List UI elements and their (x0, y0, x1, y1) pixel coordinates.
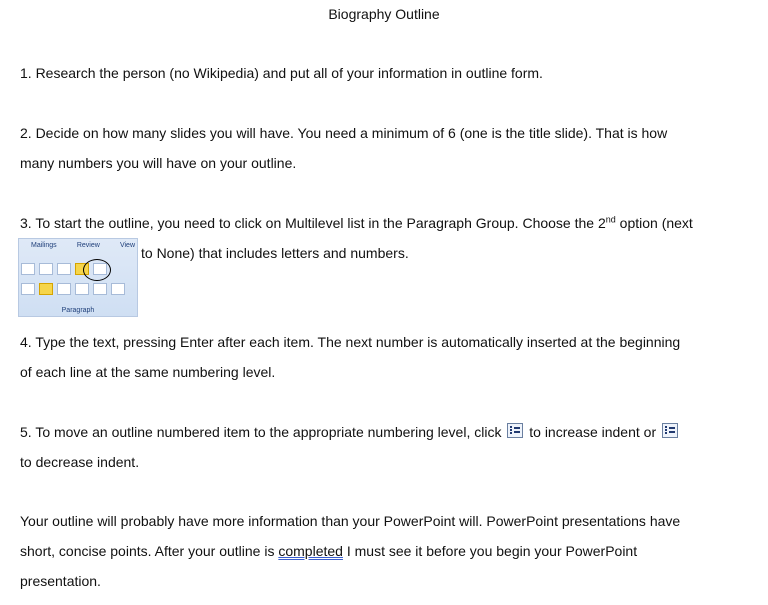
closing-line-1: Your outline will probably have more information than your PowerPoint will. PowerPoint presentations have (20, 513, 681, 529)
numbering-icon (57, 263, 71, 275)
ribbon-screenshot (18, 238, 138, 317)
text: 3. To start the outline, you need to click on Multilevel list in the Paragraph Group. Choose the 2 (20, 215, 606, 231)
spellcheck-underlined-word: completed (278, 543, 343, 559)
text: 5. To move an outline numbered item to the appropriate numbering level, click (20, 424, 502, 440)
text: to increase indent or (525, 424, 657, 440)
item-1: 1. Research the person (no Wikipedia) and put all of your information in outline form. (20, 65, 543, 81)
item-4-line-1: 4. Type the text, pressing Enter after each item. The next number is automatically inserted at the beginning (20, 334, 681, 350)
align-center-icon (57, 283, 71, 295)
ribbon-group-label: Paragraph (61, 307, 95, 314)
closing-line-2 (20, 542, 637, 560)
ribbon-tab-view: View (119, 242, 135, 249)
closing-line-3: presentation. (20, 573, 101, 589)
ribbon-tab-mailings: Mailings (31, 242, 57, 249)
bullets-icon (39, 263, 53, 275)
item-2-line-2: many numbers you will have on your outline. (20, 155, 297, 171)
item-3-line-1 (20, 214, 693, 232)
superscript: nd (605, 214, 616, 225)
clear-format-icon (21, 263, 35, 275)
justify-icon (93, 283, 107, 295)
text: option (next (615, 215, 693, 231)
align-right-icon (75, 283, 89, 295)
increase-indent-icon (507, 423, 523, 438)
item-4-line-2: of each line at the same numbering level. (20, 364, 276, 380)
item-5-line-2: to decrease indent. (20, 454, 140, 470)
item-3-line-2: to None) that includes letters and numbers. (141, 245, 409, 261)
ribbon-tab-review: Review (76, 242, 100, 249)
font-color-icon (21, 283, 35, 295)
highlight-circle (83, 259, 111, 281)
text: short, concise points. After your outline is (20, 543, 279, 559)
decrease-indent-icon (662, 423, 678, 438)
text: I must see it before you begin your PowerPoint (342, 543, 638, 559)
item-2-line-1: 2. Decide on how many slides you will have. You need a minimum of 6 (one is the title slide). That is how (20, 125, 668, 141)
align-left-icon (39, 283, 53, 295)
line-spacing-icon (111, 283, 125, 295)
item-5-line-1 (20, 423, 680, 441)
page-title: Biography Outline (328, 6, 440, 22)
